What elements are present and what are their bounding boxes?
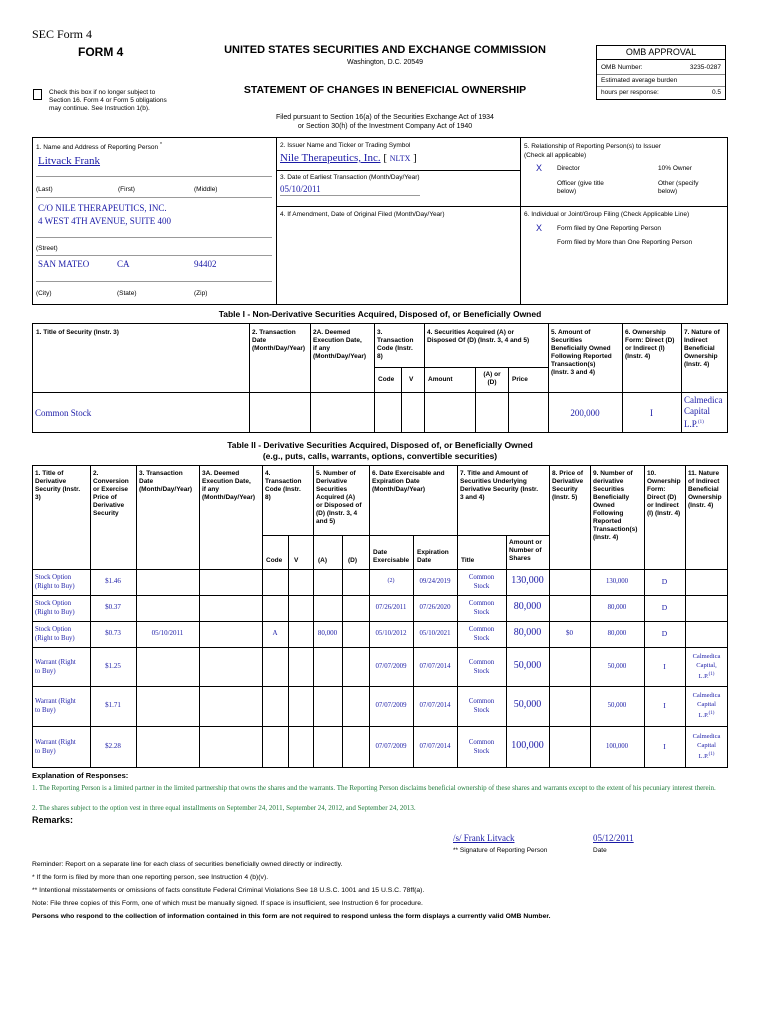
t2-h1 [35,470,80,502]
t2-h2-line: Price of [93,494,117,501]
t1-h6-line: 6. Ownership [625,329,666,336]
t2-h10-line: Direct (D) [647,494,677,501]
t2-h3 [139,470,192,494]
t2-h3a-line: 3A. Deemed [202,470,240,477]
expiration-date: 09/24/2019 [419,578,451,585]
t2-h6-line: (Month/Day/Year) [372,486,426,493]
t1-h5-line: Securities [551,337,583,344]
t1-h5-line: Transaction(s) [551,361,596,368]
t2-h3-line: (Month/Day/Year) [139,486,193,493]
city-label: (City) [36,290,52,297]
amendment-label: 4. If Amendment, Date of Original Filed (Month/Day/Year) [280,211,445,218]
t2-h3-line: Date [139,478,154,485]
t2-h4-line: Transaction [265,478,302,485]
t2-h9-line: derivative [593,478,624,485]
t1-h2a-line: if any [313,345,330,352]
agency-location: Washington, D.C. 20549 [346,59,423,66]
owned-following: 80,000 [607,630,627,637]
derivative-title: Warrant (Right to Buy) [35,658,76,675]
t2-h1-line: Derivative [35,478,67,485]
t2-sub-exp-line: Expiration [417,549,449,556]
state-label: (State) [117,290,137,297]
t2-h11-line: of Indirect [688,478,720,485]
table1-title: Table I - Non-Derivative Securities Acquired, Disposed of, or Beneficially Owned [218,309,542,319]
first-label: (First) [118,186,135,193]
street-label: (Street) [36,245,58,252]
omb-burden-label-2: hours per response: [601,89,659,96]
t2-h3a-line: Execution Date, [202,478,251,485]
t2-h10-line: or Indirect [647,502,679,509]
t1-h2 [252,329,305,353]
t1-row-nature: Calmedica Capital L.P.$^{(1)}$ [684,395,723,429]
issuer-label: 2. Issuer Name and Ticker or Trading Symbol [280,142,411,149]
t1-h4 [427,329,529,345]
t2-sub-a: (A) [318,557,328,564]
ownership-form: D [661,629,668,638]
t2-h1-line: 1. Title of [35,470,64,477]
underlying-title: Common Stock [468,626,495,642]
t2-h10 [647,470,681,518]
note-reminder: Reminder: Report on a separate line for each class of securities beneficially owned directly or indirectly. [32,861,343,868]
reporting-person-label: 1. Name and Address of Reporting Person * [36,142,162,152]
no-longer-subject-checkbox[interactable] [33,89,42,100]
zip-value: 94402 [194,259,217,269]
t1-h2-line: (Month/Day/Year) [252,345,306,352]
t2-sub-exercisable [373,549,409,565]
t1-h6-line: Form: Direct (D) [625,337,675,344]
underlying-title: Common Stock [468,600,495,616]
earliest-date: 05/10/2011 [280,184,321,194]
acquired-amount: 80,000 [317,629,338,637]
t1-h3-line: Transaction [377,337,414,344]
note-multiple: * If the form is filed by more than one reporting person, see Instruction 4 (b)(v). [32,874,269,881]
t1-h3-line: 8) [377,353,383,360]
t2-h11-line: Beneficial [688,486,719,493]
derivative-title: Warrant (Right to Buy) [35,698,76,714]
officer-label: Officer (give title below) [557,180,604,195]
omb-burden-label-1: Estimated average burden [601,77,678,84]
t2-sub-v: V [294,557,299,564]
t2-h9 [593,470,637,542]
omb-burden: 0.5 [711,89,721,96]
t2-h2 [93,470,129,518]
filing-label: 6. Individual or Joint/Group Filing (Check Applicable Line) [524,211,690,218]
t1-h4-line: 4. Securities Acquired (A) or [427,329,515,336]
underlying-amount: 50,000 [513,699,542,710]
ownership-form: D [661,603,668,612]
t1-h3-line: Code (Instr. [377,345,413,352]
t2-h10-line: Form: [647,486,666,493]
conversion-price: $0.37 [105,603,121,611]
t2-h9-line: 9. Number of [593,470,633,477]
underlying-title: Common Stock [468,574,495,590]
t2-sub-code: Code [266,557,283,564]
t1-h7-line: Ownership [684,353,718,360]
t1-h2a-line: 2A. Deemed [313,329,351,336]
t2-h7 [460,470,538,502]
t2-sub-amount [509,539,542,563]
t1-h5-line: 5. Amount of [551,329,591,336]
t2-h7-line: 3 and 4) [460,494,485,501]
t1-h7-line: 7. Nature of [684,329,720,336]
omb-number-label: OMB Number: [601,64,643,71]
t2-h3a-line: (Month/Day/Year) [202,494,256,501]
t2-h5-line: or Disposed of [316,502,362,509]
t2-sub-title: Title [461,557,475,564]
t1-h6-line: (Instr. 4) [625,353,651,360]
date-exercisable: 07/07/2009 [375,702,407,709]
t1-h5-line: (Instr. 3 and 4) [551,369,596,376]
state-value: CA [117,259,130,269]
note-omb: Persons who respond to the collection of information contained in this form are not required to respond unless the form displays a currently valid OMB Number. [32,913,551,920]
one-person-x[interactable]: X [536,223,543,233]
checkbox-label: Check this box if no longer subject to Section 16. Form 4 or Form 5 obligations may continue. See Instruction 1(b). [49,89,167,112]
date-exercisable: 07/07/2009 [375,743,407,750]
expiration-date: 05/10/2021 [419,630,451,637]
ownership-form: I [663,742,666,751]
t2-sub-expiration [417,549,449,565]
director-label: Director [557,165,580,172]
t2-h11 [688,470,722,510]
one-person-label: Form filed by One Reporting Person [557,225,662,232]
t2-h3-line: 3. Transaction [139,470,183,477]
nature-of-ownership: Calmedica Capital L.P.$^{(1)}$ [692,733,721,761]
t1-h2a-line: (Month/Day/Year) [313,353,367,360]
t1-sub-amount: Amount [428,376,453,383]
t2-sub-d: (D) [348,557,358,564]
underlying-title: Common Stock [468,658,495,675]
derivative-title: Stock Option (Right to Buy) [35,626,75,642]
page-header: SEC Form 4 [32,27,93,41]
t2-h5-line: Acquired (A) [316,494,355,501]
t2-h7-line: Securities Underlying [460,478,527,485]
t2-h10-line: 10. [647,470,657,477]
t2-sub-exer-line: Date [373,549,388,556]
t1-row-title: Common Stock [35,408,92,418]
underlying-amount: 50,000 [513,659,542,671]
t1-sub-ad-line: (D) [487,379,497,386]
t1-h2a [313,329,366,361]
t2-h9-line: Following [593,510,624,517]
t2-h5-line: Derivative [316,478,348,485]
t1-sub-ad [476,371,508,387]
t2-sub-amt-line: Amount or [509,539,542,546]
t1-sub-ad-line: (A) or [483,371,501,378]
t1-row-amount: 200,000 [570,408,600,418]
derivative-title: Stock Option (Right to Buy) [35,574,75,590]
owned-following: 50,000 [607,662,627,670]
ten-pct-owner-label: 10% Owner [658,165,692,172]
t2-h8-line: Derivative [552,478,584,485]
ownership-form: I [663,661,666,671]
middle-label: (Middle) [194,186,218,193]
filed-pursuant: Filed pursuant to Section 16(a) of the Securities Exchange Act of 1934 or Section 30(h) of the Investment Company Act of 1940 [276,114,494,130]
date-exercisable: 05/10/2012 [375,630,407,637]
t1-h7 [684,329,720,369]
conversion-price: $2.28 [105,742,121,750]
t2-h1-line: Security (Instr. [35,486,81,493]
agency-title: UNITED STATES SECURITIES AND EXCHANGE COMMISSION [224,44,546,56]
conversion-price: $1.71 [105,701,121,709]
t2-h9-line: (Instr. 4) [593,534,619,541]
notes [32,860,732,921]
ownership-form: D [661,577,668,586]
expiration-date: 07/07/2014 [419,662,451,670]
more-persons-label: Form filed by More than One Reporting Person [557,239,693,246]
zip-label: (Zip) [194,290,208,297]
conversion-price: $1.46 [105,577,121,585]
t2-sub-exer-line: Exercisable [373,557,410,564]
nature-of-ownership: Calmedica Capital, L.P.$^{(1)}$ [692,652,721,680]
t2-h4-line: Code (Instr. [265,486,301,493]
t2-h5-line: Securities [316,486,348,493]
footnote-1: 1. The Reporting Person is a limited partner in the limited partnership that owns the shares and the warrants. The Reporting Person disclaims beneficial ownership of these shares and warrants except to the extent of his pecuniary interest therein. [32,784,716,792]
t2-h2-line: Conversion [93,478,129,485]
t2-h2-line: 2. [93,470,99,477]
t1-sub-price: Price [512,376,528,383]
date-exercisable: 07/07/2009 [375,662,407,670]
transaction-date: 05/10/2011 [151,629,184,637]
t2-h1-line: 3) [35,494,41,501]
owned-following: 130,000 [605,578,629,585]
city-value: SAN MATEO [38,259,90,269]
owned-following: 100,000 [605,743,629,750]
owned-following: 80,000 [607,604,627,611]
underlying-title: Common Stock [468,739,495,755]
t1-h4-line: Disposed Of (D) (Instr. 3, 4 and 5) [427,337,530,344]
owned-following: 50,000 [607,702,627,709]
relationship-label: 5. Relationship of Reporting Person(s) to Issuer (Check all applicable) [524,143,661,159]
t2-h9-line: Reported [593,518,622,525]
t2-h6-line: Expiration Date [372,478,420,485]
date-label: Date [593,847,607,854]
t2-h10-line: Ownership [647,478,681,485]
t2-h9-line: Owned [593,502,615,509]
nature-of-ownership: Calmedica Capital L.P.$^{(1)}$ [692,692,721,720]
t1-h7-line: Indirect [684,337,708,344]
omb-title: OMB APPROVAL [597,46,725,60]
t2-h6-line: 6. Date Exercisable and [372,470,445,477]
t2-h11-line: (Instr. 4) [688,502,714,509]
underlying-amount: 130,000 [511,575,544,586]
t1-h2-line: Date [252,337,267,344]
director-x[interactable]: X [536,163,543,173]
t1-h2a-line: Execution Date, [313,337,362,344]
t2-h5-line: and 5) [316,518,336,525]
other-label: Other (specify below) [658,180,699,195]
t2-h11-line: Ownership [688,494,722,501]
last-label: (Last) [36,186,53,193]
derivative-price: $0 [566,629,573,637]
date-exercisable: (2) [387,578,395,584]
t2-h8-line: (Instr. 5) [552,494,578,501]
table2-title: Table II - Derivative Securities Acquired, Disposed of, or Beneficially Owned (e.g., puts, calls, warrants, options, convertible securities) [227,440,533,461]
t1-row-form: I [650,408,653,418]
transaction-code: A [272,629,278,637]
t1-h6 [625,329,674,361]
expiration-date: 07/26/2020 [419,604,451,611]
conversion-price: $1.25 [105,661,121,670]
t1-h5-line: Beneficially Owned [551,345,611,352]
t2-h4-line: 4. [265,470,271,477]
t1-sub-code: Code [378,376,395,383]
note-violations: ** Intentional misstatements or omissions of facts constitute Federal Criminal Violations See 18 U.S.C. 1001 and 15 U.S.C. 78ff(a). [32,887,425,894]
note-copies: Note: File three copies of this Form, one of which must be manually signed. If space is insufficient, see Instruction 6 for procedure. [32,900,423,907]
ownership-form: I [663,701,666,710]
t1-h2-line: 2. Transaction [252,329,296,336]
underlying-amount: 80,000 [513,601,542,612]
earliest-date-label: 3. Date of Earliest Transaction (Month/Day/Year) [280,174,420,181]
explanation-title: Explanation of Responses: [32,771,129,780]
derivative-title: Stock Option (Right to Buy) [35,600,75,616]
underlying-amount: 100,000 [511,740,544,751]
t1-h3 [377,329,413,361]
t2-h8-line: Security [552,486,578,493]
t2-h5 [316,470,362,526]
t2-h9-line: Beneficially [593,494,630,501]
t2-sub-exp-line: Date [417,557,432,564]
footnote-2: 2. The shares subject to the option vest in three equal installments on September 24, 2011, September 24, 2012, and September 24, 2013. [32,804,416,812]
t2-h11-line: 11. Nature [688,470,720,477]
t2-h5-line: 5. Number of [316,470,356,477]
issuer-name[interactable]: Nile Therapeutics, Inc. [280,152,381,164]
reporting-person-name[interactable]: Litvack Frank [38,155,101,167]
t1-h5-line: Following Reported [551,353,612,360]
t1-h1: 1. Title of Security (Instr. 3) [36,329,119,336]
issuer-ticker: NLTX [389,154,411,163]
t1-sub-v: V [409,376,414,383]
t2-h8 [552,470,583,502]
t2-h8-line: 8. Price of [552,470,584,477]
t2-h7-line: Derivative Security (Instr. [460,486,539,493]
t2-h3a [202,470,255,502]
omb-approval-box [596,45,726,100]
omb-number: 3235-0287 [689,64,721,71]
t2-h2-line: Security [93,510,119,517]
t2-h6 [372,470,445,494]
date-exercisable: 07/26/2011 [375,604,407,611]
t1-h6-line: or Indirect (I) [625,345,665,352]
t2-h2-line: or Exercise [93,486,129,493]
t1-h3-line: 3. [377,329,383,336]
underlying-title: Common Stock [468,698,495,714]
statement-title: STATEMENT OF CHANGES IN BENEFICIAL OWNERSHIP [243,84,527,96]
t1-h7-line: (Instr. 4) [684,361,710,368]
remarks-title: Remarks: [32,815,74,825]
signature-label: ** Signature of Reporting Person [453,847,548,854]
underlying-amount: 80,000 [513,627,542,638]
t2-h3a-line: if any [202,486,219,493]
derivative-title: Warrant (Right to Buy) [35,739,76,755]
t2-h4-line: 8) [265,494,271,501]
t2-h10-line: (I) (Instr. 4) [647,510,681,517]
t2-h9-line: Transaction(s) [593,526,638,533]
t2-sub-amt-line: Number of [509,547,542,554]
t1-h7-line: Beneficial [684,345,715,352]
expiration-date: 07/07/2014 [419,702,451,709]
signature-date: 05/12/2011 [593,833,634,843]
t2-h7-line: 7. Title and Amount of [460,470,528,477]
t2-h4 [265,470,301,502]
reporting-address: C/O NILE THERAPEUTICS, INC. 4 WEST 4TH AVENUE, SUITE 400 [38,203,172,226]
issuer-name-ticker: Nile Therapeutics, Inc. [ NLTX ] [280,152,417,164]
t1-h5 [551,329,612,377]
form-title: FORM 4 [78,45,124,59]
t2-sub-amt-line: Shares [509,555,531,562]
conversion-price: $0.73 [105,629,121,637]
expiration-date: 07/07/2014 [419,743,451,750]
t2-h2-line: Derivative [93,502,125,509]
t2-h9-line: Securities [593,486,625,493]
signature: /s/ Frank Litvack [453,833,515,843]
t2-h5-line: (D) (Instr. 3, 4 [316,510,358,517]
